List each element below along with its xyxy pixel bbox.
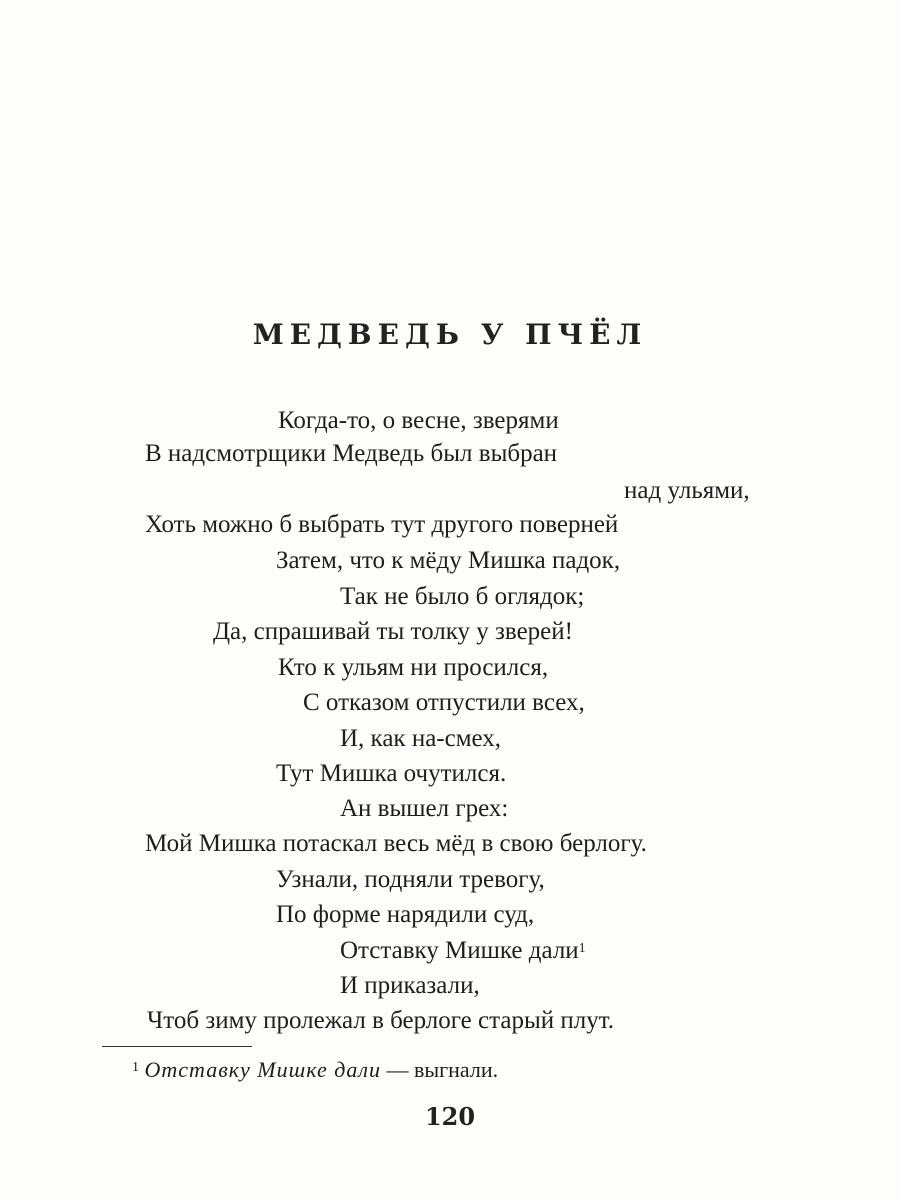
poem-line-text: Отставку Мишке дали [340,937,579,964]
poem-line: Ан вышел грех: [340,795,509,822]
poem-line-with-footnote [340,936,586,966]
poem-line: Да, спрашивай ты толку у зверей! [213,618,573,645]
poem-line: Кто к ульям ни просился, [278,654,549,681]
poem-line: По форме нарядили суд, [276,901,535,928]
poem-line: Узнали, подняли тревогу, [276,866,545,893]
poem-line: Чтоб зиму пролежал в берлоге старый плут. [147,1007,615,1034]
poem-line: Затем, что к мёду Мишка падок, [276,547,621,574]
poem-title: МЕДВЕДЬ У ПЧЁЛ [252,318,648,351]
poem-line: Тут Мишка очутился. [276,760,507,787]
footnote [132,1055,498,1085]
poem-line: И, как на-смех, [340,725,502,752]
footnote-definition: — выгнали. [386,1057,499,1082]
footnote-divider [102,1046,252,1047]
page-number: 120 [424,1102,476,1131]
poem-line: над ульями, [624,477,750,504]
footnote-mark: 1 [132,1060,139,1075]
poem-line: И приказали, [340,972,480,999]
footnote-term: Отставку Мишке дали [144,1057,381,1082]
poem-line: Так не было б оглядок; [340,583,585,610]
poem-line: С отказом отпустили всех, [303,689,585,716]
footnote-reference: 1 [578,941,586,956]
poem-line: Мой Мишка потаскал весь мёд в свою берлогу. [145,830,647,857]
poem-line: Хоть можно б выбрать тут другого поверней [145,511,619,538]
poem-line: Когда-то, о весне, зверями [278,407,559,434]
poem-line: В надсмотрщики Медведь был выбран [145,440,558,467]
